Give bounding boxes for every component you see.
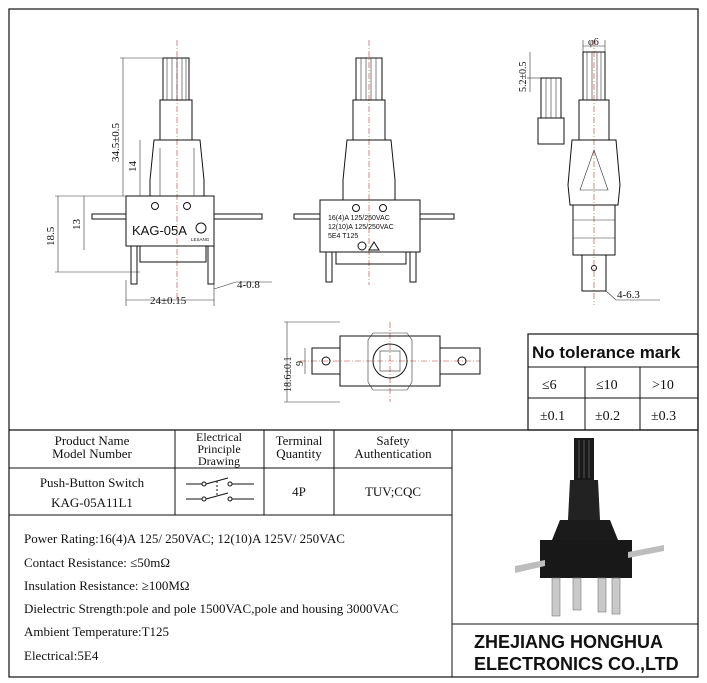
tolerance-range-2: ≤10: [596, 378, 618, 393]
spec-dielectric-strength: Dielectric Strength:pole and pole 1500VAC,pole and housing 3000VAC: [24, 601, 399, 616]
company-name-line1: ZHEJIANG HONGHUA: [474, 632, 664, 652]
front-view: [45, 40, 272, 307]
company-name-line2: ELECTRONICS CO.,LTD: [474, 654, 679, 674]
middle-rating-1: 16(4)A 125/250VAC: [328, 215, 390, 222]
terminal-quantity-value: 4P: [292, 484, 306, 499]
side-dim-travel: 5.2±0.5: [518, 61, 529, 92]
cqc-mark-icon: [358, 242, 366, 250]
front-brand-mark: LESANG: [191, 237, 210, 242]
spec-insulation-resistance: Insulation Resistance: ≥100MΩ: [24, 578, 190, 593]
header-terminal-quantity: Terminal Quantity: [275, 433, 323, 461]
front-dim-height-body: 13: [71, 219, 83, 230]
header-principle-drawing: Electrical Principle Drawing: [196, 430, 242, 468]
warning-triangle-icon: [369, 242, 379, 250]
tolerance-value-3: ±0.3: [651, 409, 677, 424]
spec-ambient-temperature: Ambient Temperature:T125: [24, 624, 170, 639]
switch-schematic-icon: [186, 478, 254, 501]
tolerance-table: [528, 334, 698, 430]
spec-power-rating: Power Rating:16(4)A 125/ 250VAC; 12(10)A 125V/ 250VAC: [24, 531, 345, 546]
bottom-view: [283, 322, 480, 402]
company-block: [474, 632, 679, 674]
tolerance-title: No tolerance mark: [532, 343, 681, 362]
front-dim-body: 14: [127, 161, 139, 172]
front-dim-height-total: 18.5: [45, 226, 57, 246]
tolerance-range-3: >10: [652, 378, 674, 393]
spec-contact-resistance: Contact Resistance: ≤50mΩ: [24, 555, 171, 570]
product-name-value: Push-Button Switch: [39, 475, 145, 490]
tolerance-range-1: ≤6: [542, 378, 557, 393]
side-dim-terminal: 4-6.3: [617, 289, 640, 301]
middle-view: [294, 40, 454, 285]
front-dim-terminal: 4-0.8: [237, 279, 260, 291]
header-safety-authentication: Safety Authentication: [354, 433, 432, 461]
front-dim-stem: 34.5±0.5: [110, 122, 122, 162]
bottom-dim-inner: 9: [295, 361, 306, 366]
tolerance-value-2: ±0.2: [595, 409, 621, 424]
front-model-mark: KAG-05A: [132, 223, 187, 238]
spec-electrical: Electrical:5E4: [24, 648, 99, 663]
product-photo: [515, 438, 664, 616]
tolerance-value-1: ±0.1: [540, 409, 566, 424]
model-number-value: KAG-05A11L1: [51, 495, 133, 510]
middle-rating-2: 12(10)A 125/250VAC: [328, 224, 394, 231]
side-dim-shaft-dia: φ6: [588, 37, 599, 48]
header-product-name: Product Name Model Number: [52, 433, 132, 461]
bottom-dim-outer: 18.6±0.1: [283, 356, 294, 392]
front-dim-width: 24±0.15: [150, 295, 187, 307]
spec-lines: [24, 531, 398, 663]
authentication-value: TUV;CQC: [364, 484, 422, 499]
middle-rating-3: 5E4 T125: [328, 233, 359, 240]
side-view: [518, 37, 660, 305]
